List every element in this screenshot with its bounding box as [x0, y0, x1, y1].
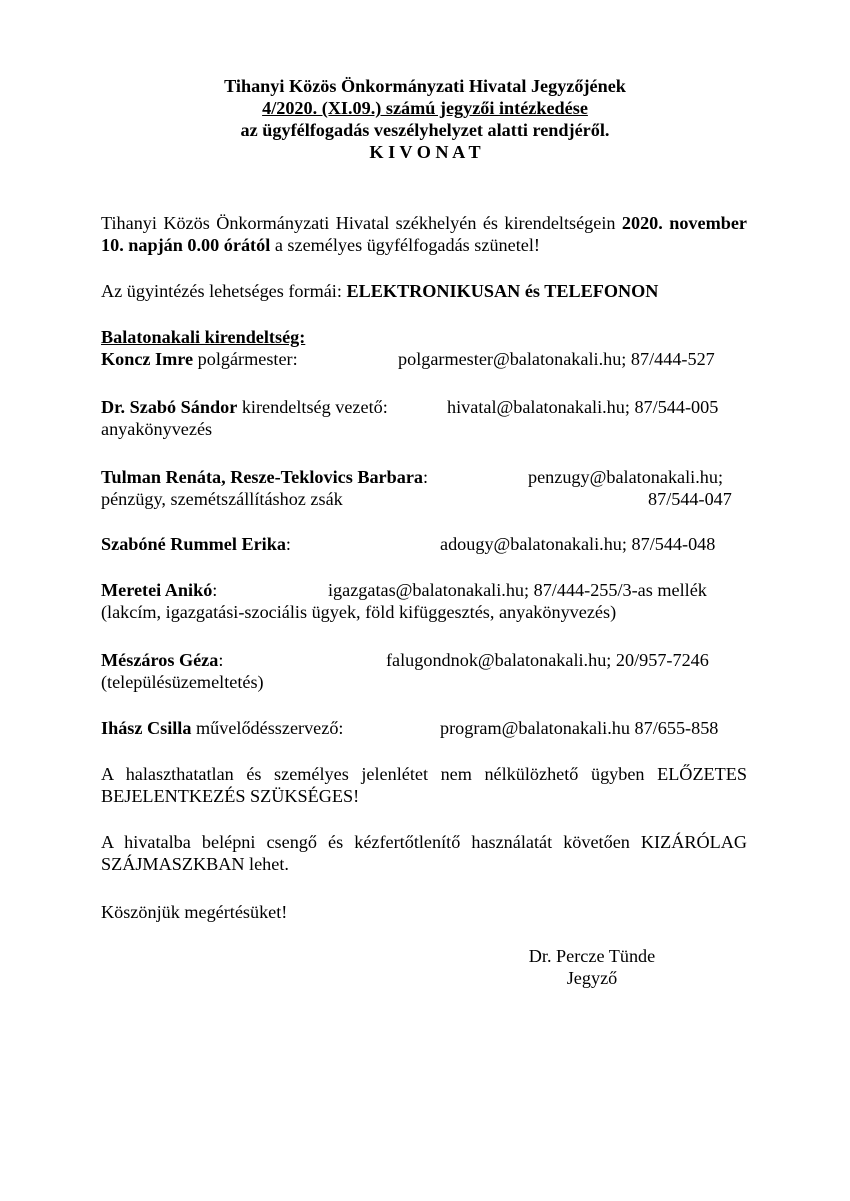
thanks-line: Köszönjük megértésüket!: [101, 902, 288, 922]
contact-name-row: Tulman Renáta, Resze-Teklovics Barbara:: [101, 467, 429, 487]
contact-name-row: Meretei Anikó:: [101, 580, 218, 600]
header-line-2: 4/2020. (XI.09.) számú jegyzői intézkedése: [262, 98, 588, 118]
contact-info: penzugy@balatonakali.hu;: [528, 467, 724, 487]
section-title: Balatonakali kirendeltség:: [101, 327, 306, 347]
contact-name-row: Ihász Csilla művelődésszervező:: [101, 718, 344, 738]
contact-info: falugondnok@balatonakali.hu; 20/957-7246: [386, 650, 709, 670]
forms-line: Az ügyintézés lehetséges formái: ELEKTRONIKUSAN és TELEFONON: [101, 281, 659, 301]
contact-info: igazgatas@balatonakali.hu; 87/444-255/3-as mellék: [328, 580, 707, 600]
contact-info-2: 87/544-047: [648, 489, 732, 509]
contact-extra: (településüzemeltetés): [101, 672, 264, 692]
contact-extra: (lakcím, igazgatási-szociális ügyek, föld kifüggesztés, anyakönyvezés): [101, 602, 617, 622]
header-line-3: az ügyfélfogadás veszélyhelyzet alatti rendjéről.: [240, 120, 610, 140]
contact-name-row: Dr. Szabó Sándor kirendeltség vezető:: [101, 397, 388, 417]
signature-title: Jegyző: [566, 968, 618, 988]
header-line-4: K I V O N A T: [369, 142, 481, 162]
intro-paragraph: Tihanyi Közös Önkormányzati Hivatal székhelyén és kirendeltségein 2020. november 10. napján 0.00 órától a személyes ügyfélfogadás szünetel!: [101, 213, 747, 255]
notice-mask: A hivatalba belépni csengő és kézfertőtlenítő használatát követően KIZÁRÓLAG SZÁJMASZKBAN lehet.: [101, 832, 747, 874]
contact-info: polgarmester@balatonakali.hu; 87/444-527: [398, 349, 715, 369]
header-line-1: Tihanyi Közös Önkormányzati Hivatal Jegyzőjének: [224, 76, 626, 96]
contact-name-row: Koncz Imre polgármester:: [101, 349, 298, 369]
contact-extra: anyakönyvezés: [101, 419, 213, 439]
notice-prior-registration: A halaszthatatlan és személyes jelenlétet nem nélkülözhető ügyben ELŐZETES BEJELENTKEZÉS SZÜKSÉGES!: [101, 764, 747, 806]
contact-name-row: Szabóné Rummel Erika:: [101, 534, 291, 554]
contact-info: program@balatonakali.hu 87/655-858: [440, 718, 719, 738]
contact-name-row: Mészáros Géza:: [101, 650, 224, 670]
contact-info: hivatal@balatonakali.hu; 87/544-005: [447, 397, 719, 417]
contact-extra: pénzügy, szemétszállításhoz zsák: [101, 489, 343, 509]
signature-name: Dr. Percze Tünde: [528, 946, 656, 966]
contact-info: adougy@balatonakali.hu; 87/544-048: [440, 534, 716, 554]
